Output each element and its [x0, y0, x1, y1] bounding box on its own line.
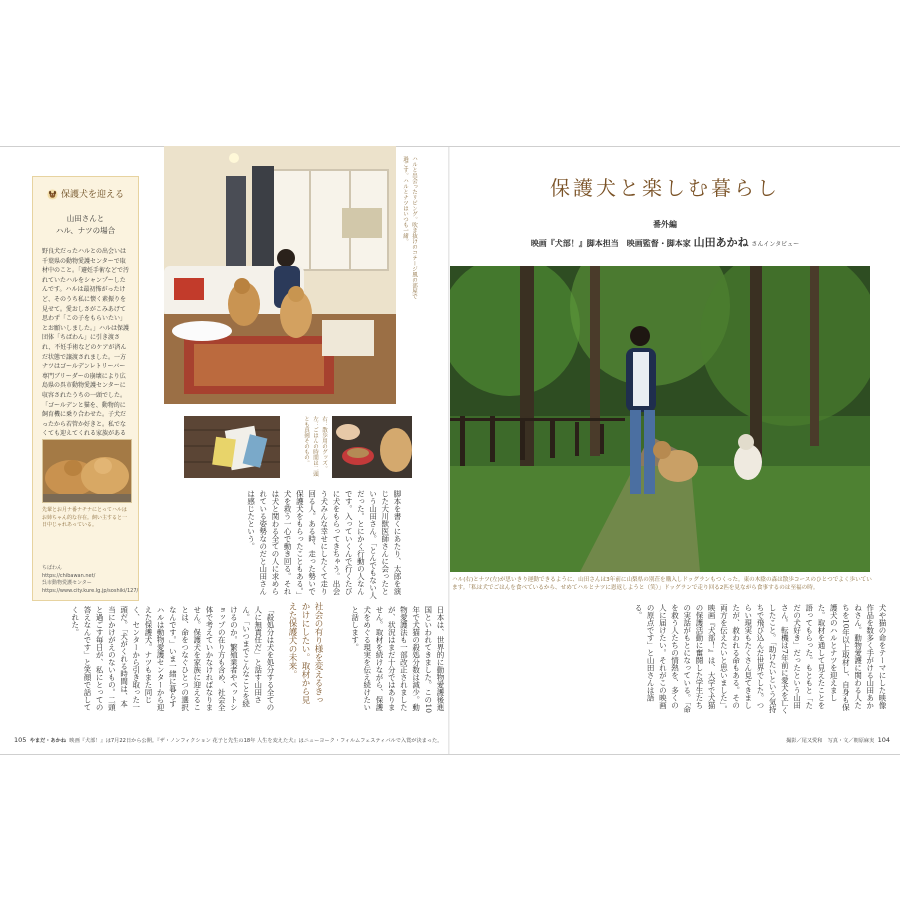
- dog-goods-photo: [184, 416, 280, 478]
- footer-right: [760, 736, 890, 744]
- page-number-left: 105: [14, 736, 27, 744]
- living-room-photo: [164, 146, 396, 404]
- sidebar-subtitle-line: 山田さんと: [66, 214, 105, 223]
- credit-role: 映画『犬部！』脚本担当 映画監督・脚本家: [530, 238, 691, 248]
- author-romaji: やまだ・あかね: [29, 738, 67, 744]
- sidebar-title-text: 保護犬を迎える: [60, 190, 124, 200]
- film-release-note: 映画『犬部！』は7月22日から公開。『ザ・ノンフィクション 花子と先生の18年 人生を変えた犬』はニューヨーク・フィルムフェスティバルで入賞が決まった。: [69, 738, 443, 744]
- org-url[interactable]: https://www.city.kure.lg.jp/soshiki/127/: [42, 587, 139, 594]
- org-name: 呉市動物愛護センター: [42, 580, 92, 586]
- sidebar-subtitle-line: ハル、ナツの場合: [55, 226, 116, 235]
- forest-walk-photo: [450, 266, 870, 572]
- dog-feeding-photo: [332, 416, 412, 478]
- footer-left: [14, 736, 454, 744]
- body-column-right: 犬や猫の命をテーマにした映像作品を数多く手がける山田あかねさん。動物愛護に関わる人たちを10年以上取材し、自身も保護犬のハルとナツを迎えました。取材を通して見えたことを語ってもらった。もともと「ただの犬好き」だったという山田さん。転機は7年前に愛犬を亡くしたこと。「助けたいという気持ちで飛び込んだ世界でした。つらい現実もたくさん見てきましたが、救われる命もある。その両方を伝えたいと思いました」。映画『犬部！』は、大学で犬猫の保護活動に奮闘した学生たちの実話がもとになっている。「命を救う人たちの情熱を、多くの人に届けたい。それがこの映画の原点です」と山田さんは語る。: [633, 604, 887, 714]
- article-title: 保護犬と楽しむ暮らし: [550, 176, 780, 200]
- author-name: 山田あかね: [693, 236, 749, 249]
- sidebar-dogs-photo: [42, 439, 132, 503]
- page-number-right: 104: [877, 736, 890, 744]
- dog-icon: [47, 189, 58, 200]
- photo-credits: 撮影／尾又愛和 写真・文／朝原麻実: [786, 738, 875, 744]
- pull-quote: 社会の有り様を変えるきっかけにしたい。取材から見えた保護犬の未来。: [287, 602, 323, 704]
- org-url[interactable]: https://chibawan.net/: [42, 572, 96, 579]
- body-column-lower-mid: 日本は、世界的に動物愛護後進国といわれてきました。この10年で犬猫の殺処分数は減少。動物愛護法も一部改正されましたが、状況はまだ十分ではありません。取材を続けながら、保護犬をめぐる現実を伝え続けたいと話します。: [350, 606, 445, 714]
- series-label: 番外編: [653, 220, 677, 229]
- room-photo-caption: ハルと出会ったリビング。吹き抜けのコテージ風の部屋で過ごす。ハルとナツはいつも一緒。: [402, 156, 417, 299]
- org-name: ちばわん: [42, 565, 63, 571]
- interview-credit: [450, 234, 880, 250]
- sidebar-box: [32, 176, 139, 601]
- small-photos-caption: 右：散歩用のグッズ。左：ごはんの時間は二頭とも真剣そのもの。: [303, 416, 327, 477]
- body-column-lower-left: 「殺処分は犬を処分する全ての人に無責任だ」と話す山田さん。「いつまでこんなことを続けるのか。繁殖業者やペットショップの在り方も含め、社会全体で考えていかなければなりません。保護犬を家族に迎えることは、命をつなぐひとつの選択なんです。」いま一緒に暮らすハルは動物愛護センターから迎えた保護犬。ナツもまた同じく、センターから引き取った一頭だ。「犬がくれる時間は、本当にかけがえのないもの。二頭と過ごす毎日が、私にとっての答えなんです」と笑顔で話してくれた。: [70, 606, 275, 711]
- sidebar-contacts: [42, 565, 139, 595]
- forest-photo-caption: ハル(右)とナツ(左)が思いきり運動できるように、山田さんは3年前に山梨県の別荘を購入しドッグランもつくった。東の木陰の森は散歩コースのひとつでよく歩いています。「私は犬でごはんを食べているから、せめてハルとナツに恩返しようと（笑）」ドッグランで走り回る2匹を見ながら食事するのは至福の時。: [452, 577, 872, 591]
- sidebar-photo-caption: 先輩とお月ナ番ナチナにとってハルはお姉ちゃん的な存在。飼い主すると一日中じゃれあっている。: [42, 507, 128, 528]
- sidebar-subtitle: [33, 213, 138, 237]
- credit-suffix: さんインタビュー: [751, 241, 800, 248]
- sidebar-title: [33, 187, 138, 200]
- body-column-upper-left: 脚本を書くにあたり、太郎を演じた大川獣医師さんに会ったという山田さん。「とんでもない人だった。とにかく行動の人なんです。入っていくんで行くたびに犬をもらってきちゃう。出会う犬みんな幸せにしたくて走り回る人。ある時、走った勢いで保護犬をもらったこともある。」犬を救う一心で動き回る。それは犬と関わる全ての人に求められている姿勢なのだと山田さんは感じたという。: [246, 490, 402, 599]
- sidebar-body-text: 野良犬だったハルとの出会いは千葉県の動物愛護センターで取材中のこと。「避妊手術などで汚れていたハルをシャンプーしたんです。ハルは最初怖がったけど、そのうち私に懐く素振りを見せて。愛おしさがこみあげて思わず「この子をもらいたい」とお願いしました。」ハルは保護団体「ちばわん」に引き渡され、不妊手術などのケアが済んだ状態で譲渡されました。一方ナツはゴールデンレトリーバー専門ブリーダーの崩壊により広島県の呉市動物愛護センターに収容されたうちの一頭でした。「ゴールデンと猫を、動物的に飼育機に乗り合わせた。子犬だったから若管か好きと。私でなくても迎えてくれる家族がある: [42, 248, 130, 438]
